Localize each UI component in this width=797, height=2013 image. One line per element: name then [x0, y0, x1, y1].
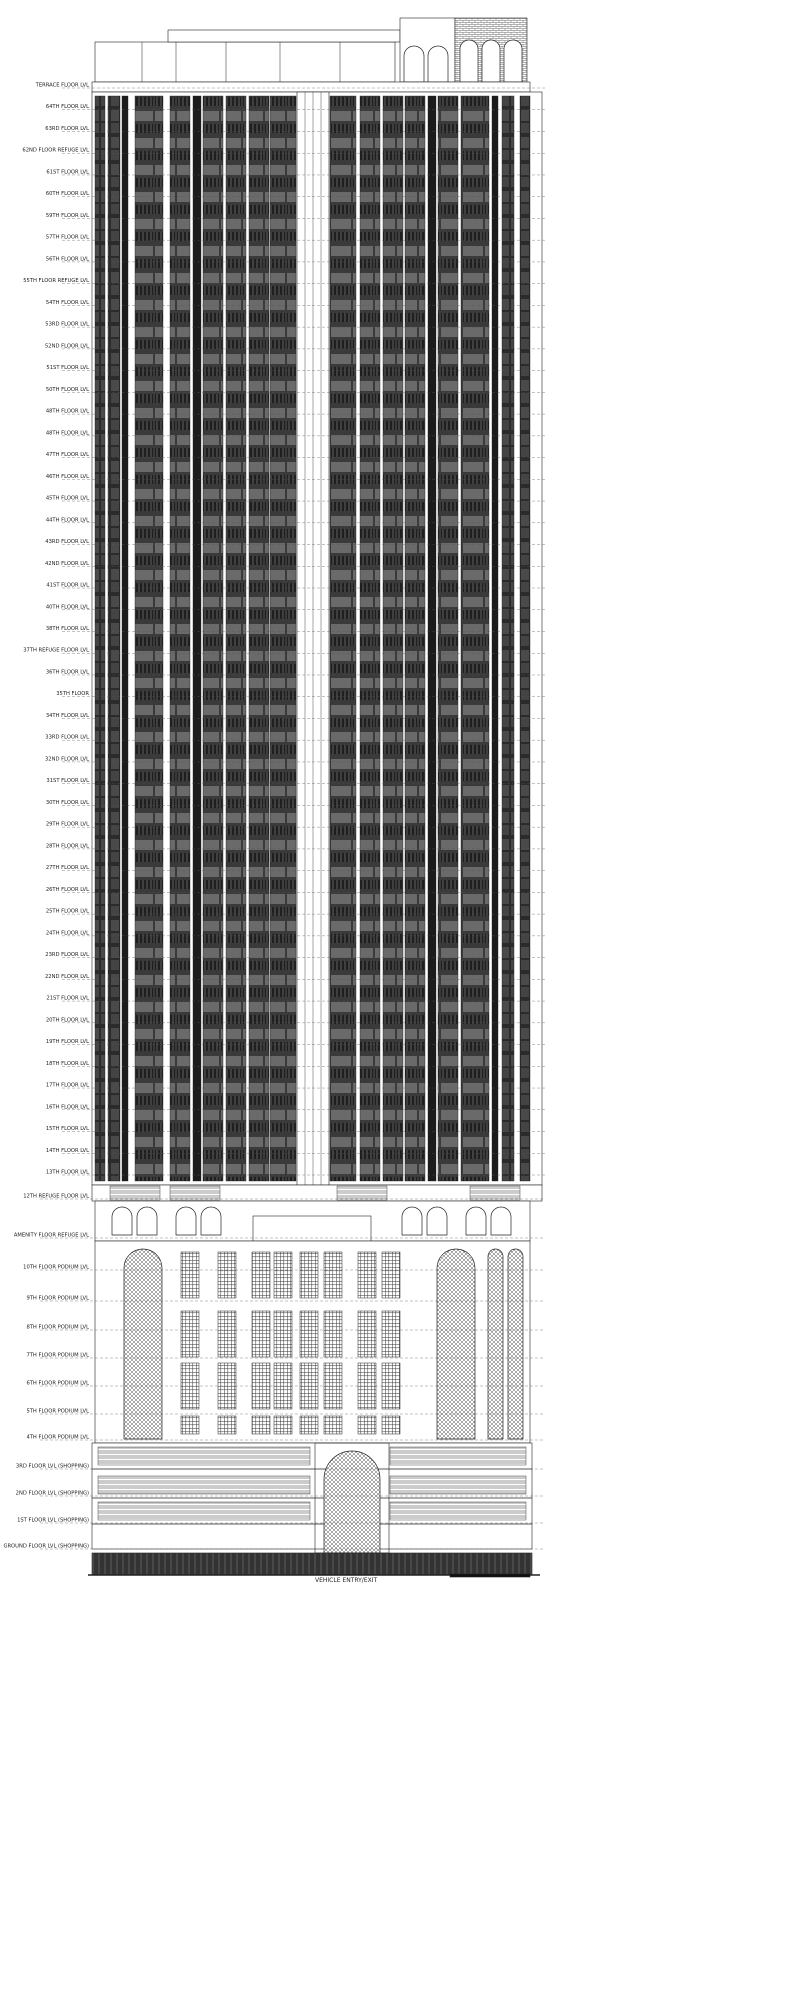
tower-level-label: 45TH FLOOR LVL — [45, 495, 89, 502]
tower-bay — [108, 96, 120, 1181]
podium-level-label: 3RD FLOOR LVL (SHOPPING) — [15, 1463, 89, 1470]
tower-level-label: 34TH FLOOR LVL — [45, 712, 89, 719]
podium-level-label: 5TH FLOOR PODIUM LVL — [26, 1408, 89, 1415]
podium-arch-left — [124, 1249, 162, 1439]
tower-level-label: 19TH FLOOR LVL — [45, 1039, 89, 1046]
tower-level-label: 17TH FLOOR LVL — [45, 1082, 89, 1089]
refuge-louver — [170, 1186, 220, 1200]
tower-level-label: 33RD FLOOR LVL — [45, 734, 89, 741]
shop-louver-left — [98, 1502, 310, 1520]
podium-window — [300, 1416, 318, 1434]
tower-level-label: 40TH FLOOR LVL — [45, 604, 89, 611]
podium-window — [274, 1311, 292, 1357]
tower-level-label: 15TH FLOOR LVL — [45, 1126, 89, 1133]
podium-window — [324, 1311, 342, 1357]
podium-level-label: GROUND FLOOR LVL (SHOPPING) — [3, 1543, 89, 1550]
tower-bay — [170, 96, 190, 1181]
tower-level-label: 63RD FLOOR LVL — [45, 125, 89, 132]
shop-louver-left — [98, 1447, 310, 1465]
shop-louver-right — [390, 1502, 526, 1520]
tower-level-label: 47TH FLOOR LVL — [45, 452, 89, 459]
podium-level-label: 2ND FLOOR LVL (SHOPPING) — [15, 1490, 89, 1497]
roof-upper-block — [168, 30, 400, 42]
podium-level-label: 10TH FLOOR PODIUM LVL — [23, 1264, 89, 1271]
refuge-louver — [470, 1186, 520, 1200]
tower-level-label: 57TH FLOOR LVL — [45, 234, 89, 241]
tower-bay — [492, 96, 498, 1181]
tower-bay — [270, 96, 296, 1181]
tower-level-label: 60TH FLOOR LVL — [45, 191, 89, 198]
tower-level-label: 42ND FLOOR LVL — [45, 560, 89, 567]
tower-level-label: 14TH FLOOR LVL — [45, 1147, 89, 1154]
crown-arch — [482, 40, 500, 82]
podium-level-label: 8TH FLOOR PODIUM LVL — [26, 1324, 89, 1331]
tower-level-label: 38TH FLOOR LVL — [45, 626, 89, 632]
tower-level-label: 31ST FLOOR LVL — [46, 778, 89, 785]
tower-level-label: 51ST FLOOR LVL — [46, 365, 89, 372]
tower-bay — [405, 96, 425, 1181]
amenity-arch-window — [427, 1207, 447, 1235]
podium-level-label: 1ST FLOOR LVL (SHOPPING) — [17, 1517, 89, 1524]
podium-window — [252, 1311, 270, 1357]
tower-level-label: 43RD FLOOR LVL — [45, 539, 89, 546]
shop-louver-left — [98, 1476, 310, 1494]
podium-arch-narrow — [488, 1249, 503, 1439]
tower-bay — [520, 96, 530, 1181]
tower-level-label: 44TH FLOOR LVL — [45, 517, 89, 524]
refuge-louver — [337, 1186, 387, 1200]
podium-window — [181, 1252, 199, 1298]
podium-window — [358, 1416, 376, 1434]
amenity-arch-window — [112, 1207, 132, 1235]
podium-arch-right — [437, 1249, 475, 1439]
amenity-canopy — [253, 1216, 371, 1241]
podium-window — [300, 1311, 318, 1357]
podium-window — [358, 1311, 376, 1357]
tower-level-label: 59TH FLOOR LVL — [45, 212, 89, 219]
podium-window — [181, 1311, 199, 1357]
tower-level-label: 24TH FLOOR LVL — [45, 930, 89, 937]
tower-level-label: 28TH FLOOR LVL — [45, 843, 89, 850]
vehicle-entry-label: VEHICLE ENTRY/EXIT — [315, 1577, 378, 1584]
crown-arch — [404, 46, 424, 82]
podium-window — [300, 1252, 318, 1298]
podium-window — [218, 1416, 236, 1434]
amenity-arch-window — [491, 1207, 511, 1235]
podium-window — [252, 1416, 270, 1434]
amenity-arch-window — [201, 1207, 221, 1235]
shop-louver-right — [390, 1447, 526, 1465]
podium-window — [181, 1416, 199, 1434]
podium-window — [382, 1416, 400, 1434]
podium-level-label: 6TH FLOOR PODIUM LVL — [26, 1380, 89, 1387]
ground-step — [450, 1574, 530, 1577]
terrace-band — [92, 82, 530, 92]
crown-arch — [428, 46, 448, 82]
tower-level-label: 55TH FLOOR REFUGE LVL — [23, 278, 89, 285]
tower-level-label: 26TH FLOOR LVL — [45, 886, 89, 893]
tower-level-label: 50TH FLOOR LVL — [45, 386, 89, 393]
tower-level-label: 48TH FLOOR LVL — [45, 408, 89, 415]
tower-bay — [122, 96, 128, 1181]
tower-level-label: 18TH FLOOR LVL — [45, 1060, 89, 1067]
podium-window — [274, 1416, 292, 1434]
level-labels — [3, 83, 89, 1550]
tower-bay — [135, 96, 163, 1181]
podium-window — [252, 1252, 270, 1298]
tower-level-label: 21ST FLOOR LVL — [46, 995, 89, 1002]
podium-level-label: 9TH FLOOR PODIUM LVL — [26, 1295, 89, 1302]
tower-bay — [249, 96, 269, 1181]
amenity-arch-window — [176, 1207, 196, 1235]
podium-window — [324, 1416, 342, 1434]
tower-bay — [193, 96, 201, 1181]
tower-level-label: 36TH FLOOR LVL — [45, 669, 89, 676]
tower-level-label: 13TH FLOOR LVL — [45, 1169, 89, 1176]
tower-level-label: 29TH FLOOR LVL — [45, 821, 89, 828]
ground-floor-storefront — [92, 1553, 532, 1575]
tower-level-label: 53RD FLOOR LVL — [45, 321, 89, 328]
podium-window — [358, 1252, 376, 1298]
tower-level-label: 32ND FLOOR LVL — [45, 756, 89, 763]
tower-level-label: 20TH FLOOR LVL — [45, 1017, 89, 1024]
crown-arch — [504, 40, 522, 82]
amenity-arch-window — [402, 1207, 422, 1235]
podium-window — [324, 1252, 342, 1298]
tower-level-label: 62ND FLOOR REFUGE LVL — [22, 147, 89, 154]
tower-level-label: 35TH FLOOR — [56, 691, 89, 698]
tower-bay — [330, 96, 356, 1181]
vehicle-entry-arch — [324, 1451, 380, 1553]
tower-level-label: 54TH FLOOR LVL — [45, 299, 89, 306]
tower-bay — [203, 96, 223, 1181]
tower-level-label: 56TH FLOOR LVL — [45, 256, 89, 263]
tower-bay — [95, 96, 105, 1181]
tower-bay — [438, 96, 458, 1181]
tower-bay — [383, 96, 403, 1181]
tower-level-label: 37TH REFUGE FLOOR LVL — [23, 647, 89, 654]
amenity-arch-window — [466, 1207, 486, 1235]
tower-level-label: 30TH FLOOR LVL — [45, 799, 89, 806]
shop-louver-right — [390, 1476, 526, 1494]
tower-bay — [226, 96, 246, 1181]
refuge-louver — [110, 1186, 160, 1200]
podium-level-label: 7TH FLOOR PODIUM LVL — [26, 1352, 89, 1359]
podium-window — [382, 1252, 400, 1298]
podium-arch-narrow — [508, 1249, 523, 1439]
podium-window — [274, 1252, 292, 1298]
podium-window — [382, 1311, 400, 1357]
tower-level-label: 61ST FLOOR LVL — [46, 169, 89, 176]
tower-bay — [360, 96, 380, 1181]
tower-level-label: 41ST FLOOR LVL — [46, 582, 89, 589]
tower-level-label: 22ND FLOOR LVL — [45, 973, 89, 980]
tower-level-label: 23RD FLOOR LVL — [45, 952, 89, 959]
podium-window — [218, 1311, 236, 1357]
tower-bay — [461, 96, 489, 1181]
tower-level-label: 48TH FLOOR LVL — [45, 430, 89, 437]
podium-window — [218, 1252, 236, 1298]
tower-level-label: TERRACE FLOOR LVL — [35, 82, 89, 89]
roof-parapet — [95, 42, 395, 82]
podium-level-label: AMENITY FLOOR REFUGE LVL — [13, 1232, 89, 1239]
amenity-arch-window — [137, 1207, 157, 1235]
tower-level-label: 27TH FLOOR LVL — [45, 865, 89, 872]
tower-level-label: 25TH FLOOR LVL — [45, 908, 89, 915]
tower-level-label: 16TH FLOOR LVL — [45, 1104, 89, 1111]
podium-level-label: 12TH REFUGE FLOOR LVL — [23, 1193, 89, 1200]
tower-bay — [502, 96, 514, 1181]
tower-level-label: 52ND FLOOR LVL — [45, 343, 89, 350]
tower-bay — [428, 96, 436, 1181]
podium-level-label: 4TH FLOOR PODIUM LVL — [26, 1434, 89, 1441]
crown-arch — [460, 40, 478, 82]
tower-level-label: 46TH FLOOR LVL — [45, 473, 89, 480]
building-structure — [88, 18, 542, 1577]
tower-level-label: 64TH FLOOR LVL — [45, 104, 89, 111]
